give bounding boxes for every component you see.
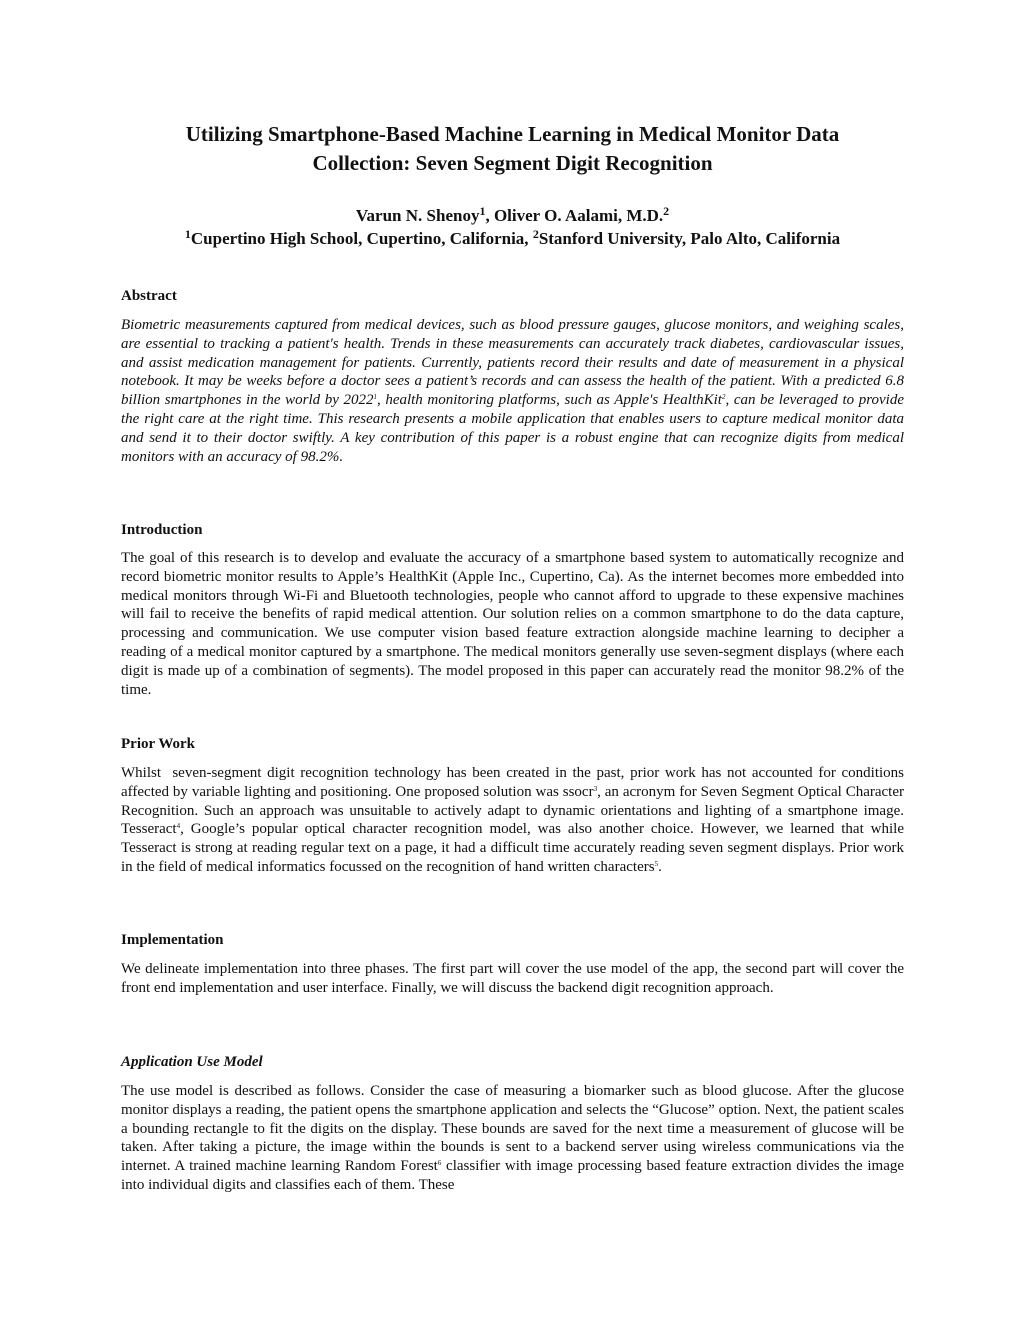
affil-2-mark: 2 [532, 227, 539, 241]
ref-2: 2 [721, 393, 726, 402]
use-model-part-2: classifier with image processing based feature extraction divides the image into individual digits and classifies each of them. These [121, 1158, 905, 1193]
affil-1-mark: 1 [184, 227, 191, 241]
abstract-part-1: Biometric measurements captured from medical devices, such as blood pressure gauges, glucose monitors, and weighing scales, are essential to tracking a patient's health. Trends in these measurements can accurately track diabetes, cardiovascular issues, and assist medication management for patients. Currently, patients record their results and date of measurement in a physical notebook. It may be weeks before a doctor sees a patient’s records and can assess the health of the patient. With a predicted 6.8 billion smartphones in the world by 2022 [121, 317, 904, 409]
author-1-name: Varun N. Shenoy [355, 206, 480, 225]
ref-5: 5 [654, 859, 659, 868]
author-2-affil-mark: 2 [663, 204, 670, 218]
paper-title [121, 120, 904, 178]
implementation-text: We delineate implementation into three phases. The first part will cover the use model of the app, the second part will cover the front end implementation and user interface. Finally, we will discuss the backend digit recognition approach. [121, 961, 904, 996]
abstract-text [121, 316, 904, 466]
author-2-name: Oliver O. Aalami, M.D. [493, 206, 664, 225]
ref-1: 1 [373, 393, 377, 402]
use-model-heading: Application Use Model [121, 1054, 263, 1070]
prior-work-text [121, 764, 908, 877]
ref-3: 3 [593, 784, 598, 793]
affil-2: Stanford University, Palo Alto, California [538, 229, 841, 248]
affiliations [101, 228, 924, 250]
abstract-heading: Abstract [121, 288, 177, 304]
introduction-heading: Introduction [121, 522, 203, 538]
use-model-text [121, 1082, 904, 1195]
use-model-part-1: The use model is described as follows. Consider the case of measuring a biomarker such as blood glucose. After the glucose monitor displays a reading, the patient opens the smartphone application and selects the “Glucose” option. Next, the patient scales a bounding rectangle to fit the digits on the display. These bounds are saved for the next time a measurement of glucose will be taken. After taking a picture, the image within the bounds is sent to a backend server using wireless communications via the internet. A trained machine learning Random Forest [121, 1083, 904, 1175]
prior-work-part-1: Whilst seven-segment digit recognition technology has been created in the past, prior work has not accounted for conditions affected by variable lighting and positioning. One proposed solution was ssocr [121, 765, 908, 800]
prior-work-part-3: , Google’s popular optical character recognition model, was also another choice. However, we learned that while Tesseract is strong at reading regular text on a page, it had a difficult time accurately reading seven segment displays. Prior work in the field of medical informatics focussed on the recognition of hand written characters [121, 821, 908, 875]
author-list [121, 203, 904, 229]
ref-4: 4 [176, 822, 181, 831]
ref-6: 6 [437, 1159, 442, 1168]
title-line-1: Utilizing Smartphone-Based Machine Learning in Medical Monitor Data [185, 122, 840, 146]
affil-1: Cupertino High School, Cupertino, California, [190, 229, 533, 248]
author-1-affil-mark: 1 [479, 204, 486, 218]
prior-work-part-2: , an acronym for Seven Segment Optical Character Recognition. Such an approach was unsuitable to actively adapt to dynamic orientations and lighting of a smartphone image. Tesseract [121, 783, 908, 838]
abstract-part-3: , can be leveraged to provide the right care at the right time. This research presents a mobile application that enables users to capture medical monitor data and send it to their doctor swiftly. A key contribution of this paper is a robust engine that can recognize digits from medical monitors with an accuracy of 98.2%. [121, 392, 905, 465]
title-line-2: Collection: Seven Segment Digit Recognition [312, 151, 713, 175]
introduction-text: The goal of this research is to develop and evaluate the accuracy of a smartphone based system to automatically recognize and record biometric monitor results to Apple’s HealthKit (Apple Inc., Cupertino, Ca). As the internet becomes more embedded into medical monitors through Wi-Fi and Bluetooth technologies, people who cannot afford to upgrade to these expensive machines will fail to receive the benefits of rapid medical attention. Our solution relies on a common smartphone to do the data capture, processing and communication. We use computer vision based feature extraction alongside machine learning to decipher a reading of a medical monitor captured by a smartphone. The medical monitors generally use seven-segment displays (where each digit is made up of a combination of segments). The model proposed in this paper can accurately read the monitor 98.2% of the time. [121, 550, 904, 698]
author-separator: , [485, 206, 494, 225]
abstract-part-2: , health monitoring platforms, such as Apple's HealthKit [376, 392, 722, 409]
prior-work-part-4: . [658, 858, 662, 875]
prior-work-heading: Prior Work [121, 736, 196, 752]
implementation-heading: Implementation [121, 932, 224, 948]
